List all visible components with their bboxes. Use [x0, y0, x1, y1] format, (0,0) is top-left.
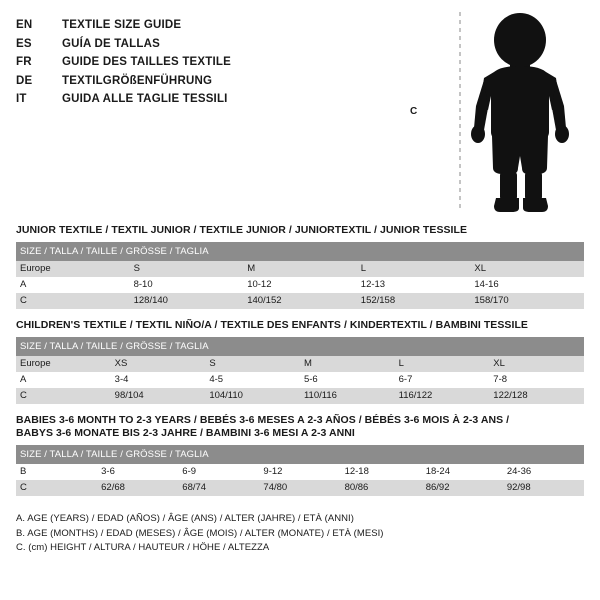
section-children	[16, 319, 584, 404]
section-junior	[16, 224, 584, 309]
table-row	[16, 372, 584, 388]
cell: 86/92	[422, 480, 503, 496]
row-label: B	[16, 464, 97, 480]
language-row	[16, 16, 446, 35]
language-row	[16, 72, 446, 91]
table-row	[16, 480, 584, 496]
legend	[16, 512, 584, 556]
table-header-row	[16, 337, 584, 356]
cell: 122/128	[489, 388, 584, 404]
cell: 4-5	[205, 372, 300, 388]
row-label: C	[16, 388, 111, 404]
cell: 62/68	[97, 480, 178, 496]
cell: 5-6	[300, 372, 395, 388]
cell: 8-10	[130, 277, 244, 293]
column-header: S	[130, 261, 244, 277]
size-header-label: SIZE / TALLA / TAILLE / GRÖSSE / TAGLIA	[16, 337, 584, 356]
size-header-label: SIZE / TALLA / TAILLE / GRÖSSE / TAGLIA	[16, 242, 584, 261]
cell: 9-12	[259, 464, 340, 480]
column-header: M	[300, 356, 395, 372]
language-code: FR	[16, 56, 32, 68]
cell: 116/122	[395, 388, 490, 404]
language-title: TEXTILE SIZE GUIDE	[62, 19, 182, 31]
cell: 18-24	[422, 464, 503, 480]
section-title	[16, 414, 584, 440]
cell: 140/152	[243, 293, 357, 309]
row-label: C	[16, 480, 97, 496]
language-code: ES	[16, 37, 32, 50]
legend-line-c: C. (cm) HEIGHT / ALTURA / HAUTEUR / HÖHE / ALTEZZA	[16, 542, 270, 553]
cell: 12-18	[341, 464, 422, 480]
language-title-list	[16, 14, 446, 109]
figure-area	[410, 14, 584, 214]
section-title-line2: BABYS 3-6 MONATE BIS 2-3 JAHRE / BAMBINI 3-6 MESI A 2-3 ANNI	[16, 427, 355, 439]
column-header: M	[243, 261, 357, 277]
row-label: A	[16, 372, 111, 388]
cell: 6-7	[395, 372, 490, 388]
cell: 68/74	[178, 480, 259, 496]
children-size-table	[16, 337, 584, 404]
junior-size-table	[16, 242, 584, 309]
language-code: DE	[16, 74, 33, 87]
language-row	[16, 90, 446, 109]
row-label: A	[16, 277, 130, 293]
header	[16, 14, 584, 214]
language-title: GUIDE DES TAILLES TEXTILE	[62, 56, 231, 68]
table-row	[16, 464, 584, 480]
section-title: JUNIOR TEXTILE / TEXTIL JUNIOR / TEXTILE JUNIOR / JUNIORTEXTIL / JUNIOR TESSILE	[16, 224, 468, 236]
table-row	[16, 356, 584, 372]
column-header: S	[205, 356, 300, 372]
cell: 104/110	[205, 388, 300, 404]
table-row	[16, 277, 584, 293]
cell: 128/140	[130, 293, 244, 309]
language-code: IT	[16, 93, 27, 105]
table-row	[16, 261, 584, 277]
column-header-region: Europe	[16, 356, 111, 372]
section-babies	[16, 414, 584, 496]
cell: 92/98	[503, 480, 584, 496]
section-title-line1: BABIES 3-6 MONTH TO 2-3 YEARS / BEBÉS 3-6 MESES A 2-3 AÑOS / BÉBÉS 3-6 MOIS À 2-3 ANS /	[16, 414, 510, 426]
child-silhouette-icon	[448, 10, 600, 215]
cell: 74/80	[259, 480, 340, 496]
cell: 152/158	[357, 293, 471, 309]
figure-measure-label: C	[410, 106, 418, 117]
language-row	[16, 53, 446, 72]
cell: 24-36	[503, 464, 584, 480]
column-header: L	[357, 261, 471, 277]
cell: 98/104	[111, 388, 206, 404]
language-title: GUÍA DE TALLAS	[62, 37, 160, 50]
language-title: GUIDA ALLE TAGLIE TESSILI	[62, 93, 228, 105]
table-header-row	[16, 445, 584, 464]
cell: 12-13	[357, 277, 471, 293]
language-title: TEXTILGRÖßENFÜHRUNG	[62, 74, 213, 87]
language-code: EN	[16, 19, 33, 31]
cell: 158/170	[470, 293, 584, 309]
cell: 110/116	[300, 388, 395, 404]
legend-line-a: A. AGE (YEARS) / EDAD (AÑOS) / ÂGE (ANS) / ALTER (JAHRE) / ETÀ (ANNI)	[16, 513, 354, 524]
cell: 7-8	[489, 372, 584, 388]
cell: 6-9	[178, 464, 259, 480]
section-title: CHILDREN'S TEXTILE / TEXTIL NIÑO/A / TEXTILE DES ENFANTS / KINDERTEXTIL / BAMBINI TESSILE	[16, 319, 528, 331]
cell: 3-4	[111, 372, 206, 388]
row-label: C	[16, 293, 130, 309]
column-header: L	[395, 356, 490, 372]
table-header-row	[16, 242, 584, 261]
column-header-region: Europe	[16, 261, 130, 277]
column-header: XL	[470, 261, 584, 277]
legend-line-b: B. AGE (MONTHS) / EDAD (MESES) / ÂGE (MOIS) / ALTER (MONATE) / ETÀ (MESI)	[16, 527, 384, 539]
cell: 10-12	[243, 277, 357, 293]
column-header: XL	[489, 356, 584, 372]
cell: 14-16	[470, 277, 584, 293]
cell: 3-6	[97, 464, 178, 480]
column-header: XS	[111, 356, 206, 372]
babies-size-table	[16, 445, 584, 496]
cell: 80/86	[341, 480, 422, 496]
language-row	[16, 35, 446, 54]
table-row	[16, 293, 584, 309]
table-row	[16, 388, 584, 404]
size-header-label: SIZE / TALLA / TAILLE / GRÖSSE / TAGLIA	[16, 445, 584, 464]
